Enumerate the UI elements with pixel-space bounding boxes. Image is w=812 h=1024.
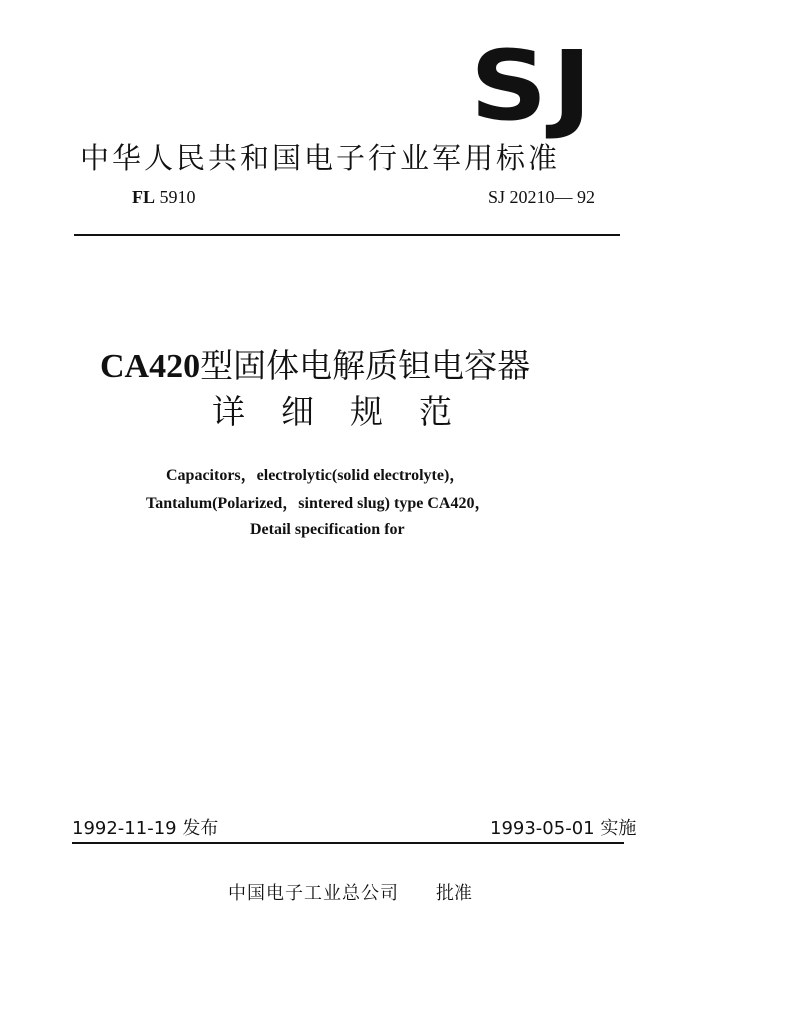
approving-authority: 中国电子工业总公司 bbox=[228, 883, 399, 904]
bottom-divider bbox=[72, 842, 624, 844]
issue-date: 1992-11-19 发布 bbox=[72, 818, 219, 839]
fl-number: 5910 bbox=[159, 187, 196, 207]
fl-classification bbox=[132, 186, 196, 208]
approved-label: 批准 bbox=[436, 883, 472, 904]
english-title-line-3: Detail specification for bbox=[250, 521, 405, 538]
top-divider bbox=[74, 234, 620, 236]
title-cn-line-1: 型固体电解质钽电容器 bbox=[200, 346, 531, 385]
english-title-line-1: Capacitors，electrolytic(solid electrolyte)， bbox=[166, 467, 466, 484]
fl-prefix: FL bbox=[132, 187, 156, 207]
page-title-line-1 bbox=[100, 346, 530, 387]
standard-name: 中华人民共和国电子行业军用标准 bbox=[80, 141, 561, 175]
sj-logo: SJ bbox=[470, 30, 597, 142]
implementation-date: 1993-05-01 实施 bbox=[490, 818, 637, 839]
standard-code: SJ 20210— 92 bbox=[488, 187, 596, 207]
model-code: CA420 bbox=[100, 348, 201, 385]
page-title-line-2: 详细规范 bbox=[212, 392, 488, 431]
english-title-line-2: Tantalum(Polarized，sintered slug) type CA420， bbox=[146, 495, 491, 512]
